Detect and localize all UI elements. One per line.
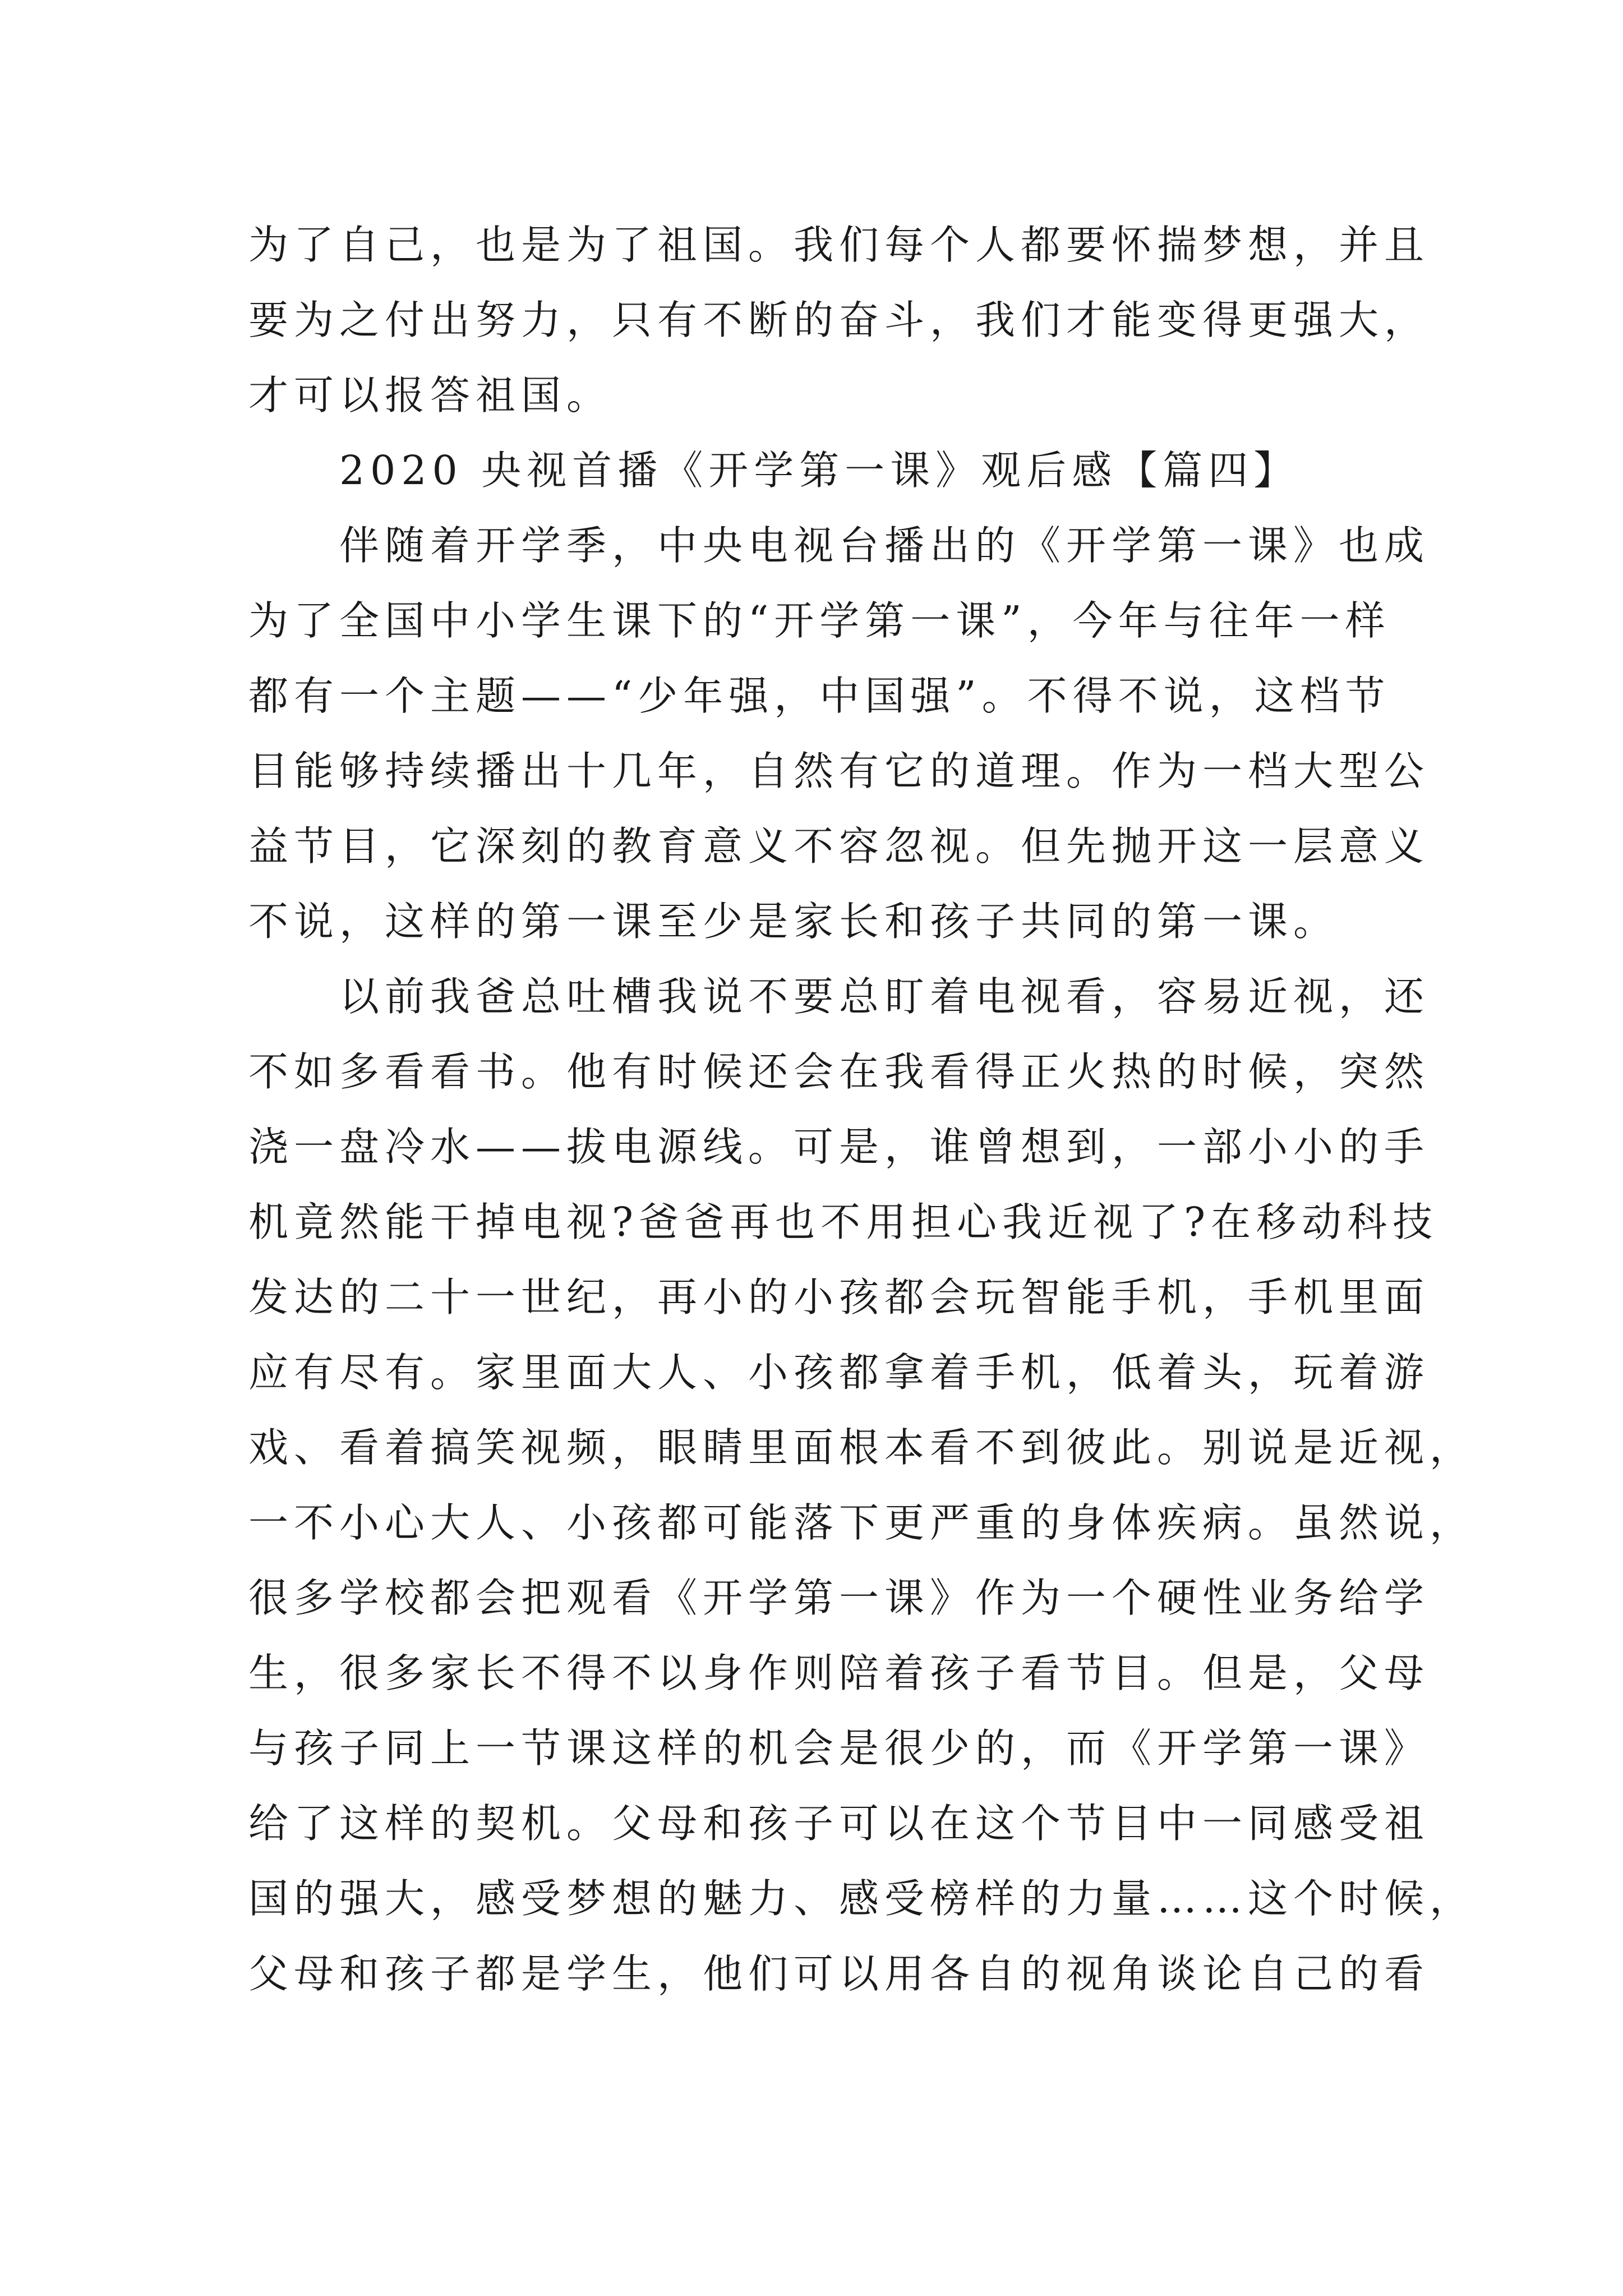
paragraph-line: 很多学校都会把观看《开学第一课》作为一个硬性业务给学: [248, 1575, 1430, 1621]
paragraph-line: 应有尽有。家里面大人、小孩都拿着手机，低着头，玩着游: [248, 1349, 1430, 1396]
paragraph-line: 给了这样的契机。父母和孩子可以在这个节目中一同感受祖: [248, 1800, 1430, 1847]
paragraph-line: 都有一个主题——“少年强，中国强”。不得不说，这档节: [248, 673, 1391, 719]
paragraph-line: 与孩子同上一节课这样的机会是很少的，而《开学第一课》: [248, 1725, 1430, 1772]
paragraph-line: 才可以报答祖国。: [248, 372, 612, 418]
paragraph-line: 为了全国中小学生课下的“开学第一课”，今年与往年一样: [248, 597, 1391, 644]
article-body: [248, 208, 1476, 2012]
paragraph-line: 为了自己，也是为了祖国。我们每个人都要怀揣梦想，并且: [248, 222, 1430, 268]
paragraph-line: 机竟然能干掉电视?爸爸再也不用担心我近视了?在移动科技: [248, 1199, 1438, 1245]
paragraph-line: 国的强大，感受梦想的魅力、感受榜样的力量……这个时候，: [248, 1875, 1476, 1922]
section-heading: 2020 央视首播《开学第一课》观后感【篇四】: [339, 447, 1299, 494]
paragraph-line: 父母和孩子都是学生，他们可以用各自的视角谈论自己的看: [248, 1950, 1430, 1997]
paragraph-line: 浇一盘冷水——拔电源线。可是，谁曾想到，一部小小的手: [248, 1124, 1430, 1170]
paragraph-line: 发达的二十一世纪，再小的小孩都会玩智能手机，手机里面: [248, 1274, 1430, 1320]
paragraph-line: 不说，这样的第一课至少是家长和孩子共同的第一课。: [248, 898, 1339, 945]
paragraph-line: 生，很多家长不得不以身作则陪着孩子看节目。但是，父母: [248, 1650, 1430, 1696]
paragraph-line: 伴随着开学季，中央电视台播出的《开学第一课》也成: [339, 522, 1430, 569]
paragraph-line: 以前我爸总吐槽我说不要总盯着电视看，容易近视，还: [339, 973, 1430, 1020]
paragraph-line: 要为之付出努力，只有不断的奋斗，我们才能变得更强大，: [248, 297, 1430, 343]
paragraph-line: 戏、看着搞笑视频，眼睛里面根本看不到彼此。别说是近视，: [248, 1424, 1476, 1471]
paragraph-line: 一不小心大人、小孩都可能落下更严重的身体疾病。虽然说，: [248, 1499, 1476, 1546]
paragraph-line: 不如多看看书。他有时候还会在我看得正火热的时候，突然: [248, 1048, 1430, 1095]
paragraph-line: 益节目，它深刻的教育意义不容忽视。但先抛开这一层意义: [248, 823, 1430, 869]
paragraph-line: 目能够持续播出十几年，自然有它的道理。作为一档大型公: [248, 748, 1430, 794]
